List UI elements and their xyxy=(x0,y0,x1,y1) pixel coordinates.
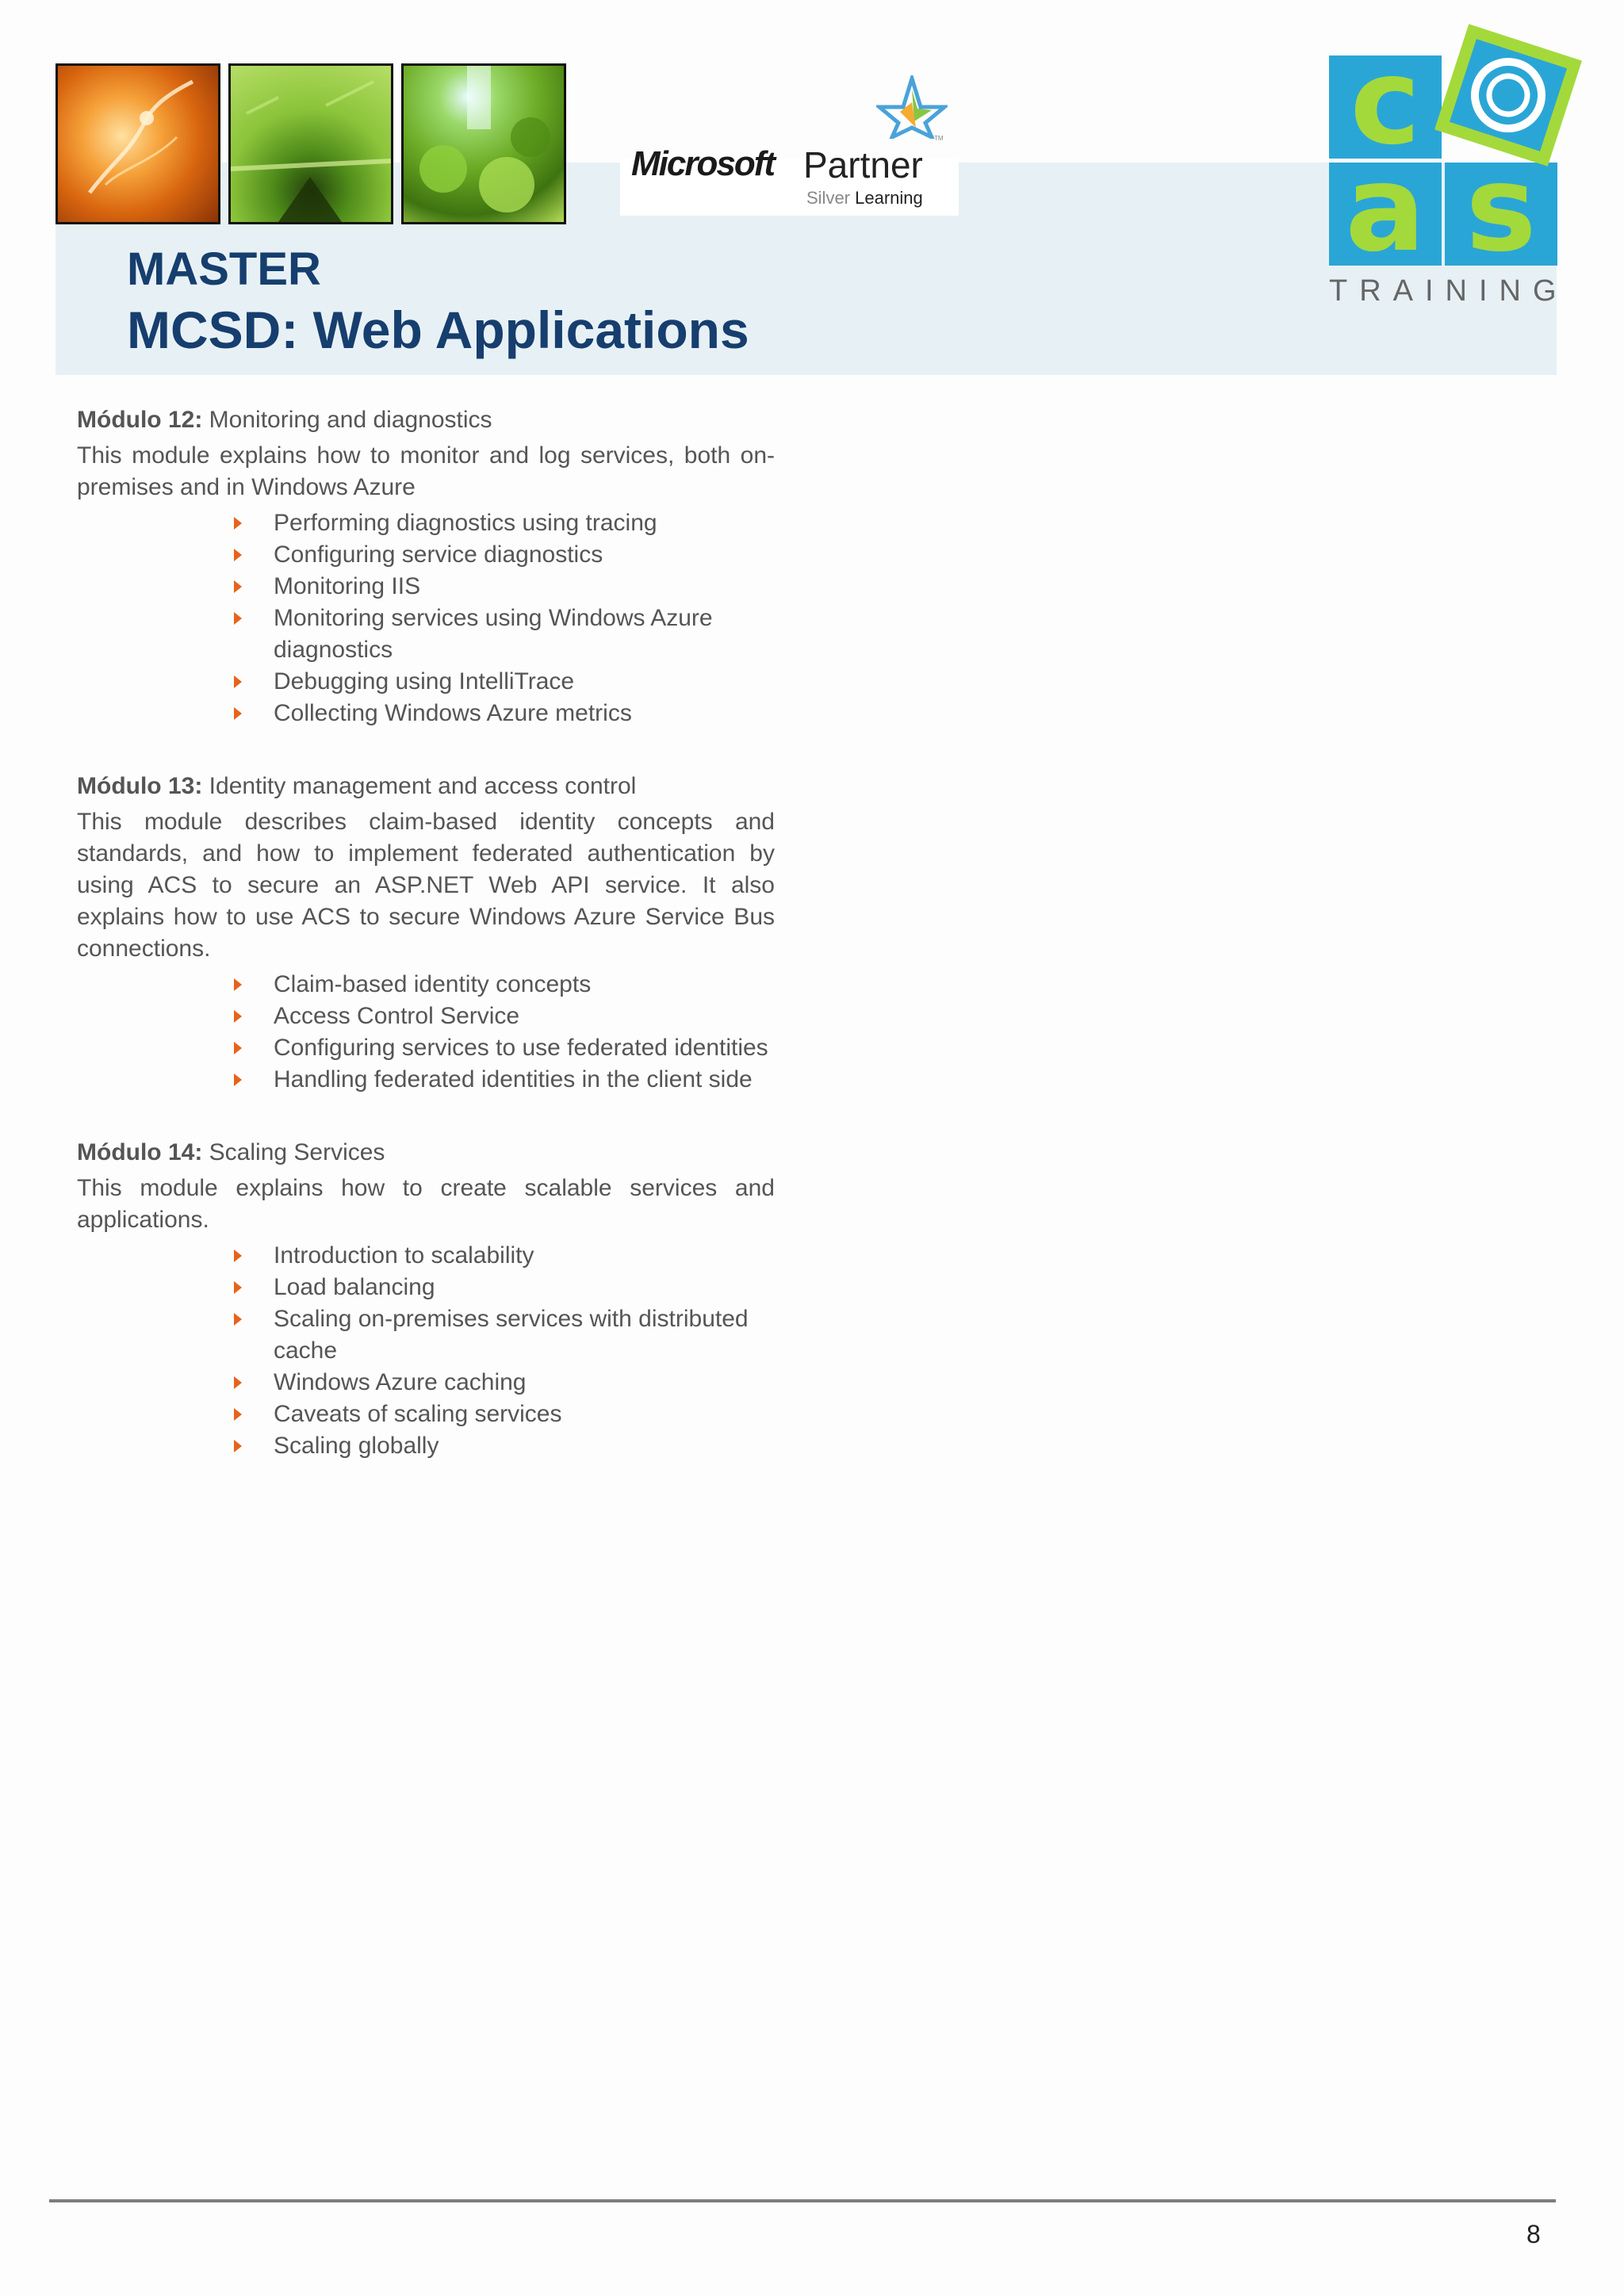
topic-item xyxy=(274,1272,775,1303)
topic-text: Introduction to scalability xyxy=(274,1242,534,1269)
module-name: Identity management and access control xyxy=(209,773,637,799)
topic-text: Configuring services to use federated identities xyxy=(274,1035,768,1061)
topic-text: Access Control Service xyxy=(274,1003,520,1029)
topic-item xyxy=(274,1399,775,1430)
module-heading xyxy=(77,771,775,802)
leaves-graphic xyxy=(404,66,564,222)
module-label: Módulo 14: xyxy=(77,1139,203,1165)
topic-item xyxy=(274,1430,775,1462)
page-number: 8 xyxy=(1526,2220,1541,2248)
bullet-arrow-icon xyxy=(234,549,242,561)
partner-text: Partner xyxy=(803,144,923,186)
bullet-arrow-icon xyxy=(234,1440,242,1452)
bullet-arrow-icon xyxy=(234,1010,242,1023)
tier-label: Silver xyxy=(806,188,851,208)
topic-list xyxy=(77,1240,775,1462)
topic-item xyxy=(274,1001,775,1032)
dancer-figure-graphic xyxy=(58,66,218,222)
bullet-arrow-icon xyxy=(234,1073,242,1086)
bullet-arrow-icon xyxy=(234,675,242,688)
module-description: This module describes claim-based identity concepts and standards, and how to implement federated authentication by using ACS to secure an ASP.NET Web API service. It also explains how to use ACS to secure Windows Azure Service Bus connections. xyxy=(77,809,775,962)
cas-letter-a: a xyxy=(1345,140,1426,278)
module-section xyxy=(77,771,775,1096)
bullet-arrow-icon xyxy=(234,1042,242,1054)
topic-text: Performing diagnostics using tracing xyxy=(274,510,657,536)
topic-text: Configuring service diagnostics xyxy=(274,541,603,568)
cas-letter-s: s xyxy=(1465,140,1537,278)
green-grass-photo xyxy=(228,63,393,224)
topic-text: Scaling globally xyxy=(274,1433,439,1459)
module-description: This module explains how to create scalable services and applications. xyxy=(77,1175,775,1233)
topic-item xyxy=(274,603,775,666)
topic-item xyxy=(274,698,775,729)
orange-figure-photo xyxy=(56,63,220,224)
module-heading xyxy=(77,1137,775,1169)
topic-item xyxy=(274,1032,775,1064)
topic-list xyxy=(77,507,775,729)
grass-blades-graphic xyxy=(231,66,391,222)
bullet-arrow-icon xyxy=(234,580,242,593)
microsoft-brand-text: Microsoft xyxy=(631,144,774,183)
topic-text: Claim-based identity concepts xyxy=(274,971,592,997)
topic-item xyxy=(274,1240,775,1272)
bullet-arrow-icon xyxy=(234,612,242,625)
topic-text: Collecting Windows Azure metrics xyxy=(274,700,632,726)
bullet-arrow-icon xyxy=(234,707,242,720)
topic-text: Monitoring services using Windows Azure diagnostics xyxy=(274,605,713,663)
topic-list xyxy=(77,969,775,1096)
module-list xyxy=(77,404,775,1503)
bullet-arrow-icon xyxy=(234,517,242,530)
topic-text: Load balancing xyxy=(274,1274,435,1300)
topic-item xyxy=(274,666,775,698)
cas-training-logo xyxy=(1326,24,1592,309)
cas-training-tagline: TRAINING xyxy=(1329,274,1568,308)
microsoft-partner-star-icon xyxy=(876,75,948,139)
topic-text: Debugging using IntelliTrace xyxy=(274,668,575,695)
bullet-arrow-icon xyxy=(234,1281,242,1294)
module-section xyxy=(77,1137,775,1462)
topic-item xyxy=(274,571,775,603)
topic-text: Windows Azure caching xyxy=(274,1369,527,1395)
topic-text: Monitoring IIS xyxy=(274,573,421,599)
ms-trademark: TM xyxy=(934,135,944,142)
module-description: This module explains how to monitor and log services, both on-premises and in Windows Azure xyxy=(77,442,775,500)
bullet-arrow-icon xyxy=(234,978,242,991)
module-heading xyxy=(77,404,775,436)
bullet-arrow-icon xyxy=(234,1376,242,1389)
topic-item xyxy=(274,1064,775,1096)
page-title-line2: MCSD: Web Applications xyxy=(127,300,749,359)
tier-suffix: Learning xyxy=(855,188,923,208)
cas-letter-c: c xyxy=(1350,33,1421,171)
green-leaves-photo xyxy=(401,63,566,224)
bullet-arrow-icon xyxy=(234,1408,242,1421)
module-label: Módulo 13: xyxy=(77,773,203,799)
topic-text: Caveats of scaling services xyxy=(274,1401,562,1427)
bullet-arrow-icon xyxy=(234,1249,242,1262)
module-section xyxy=(77,404,775,729)
topic-item xyxy=(274,539,775,571)
topic-item xyxy=(274,969,775,1001)
topic-item xyxy=(274,507,775,539)
topic-item xyxy=(274,1367,775,1399)
topic-text: Handling federated identities in the client side xyxy=(274,1066,753,1093)
module-name: Scaling Services xyxy=(209,1139,385,1165)
topic-text: Scaling on-premises services with distributed cache xyxy=(274,1306,749,1364)
partner-tier xyxy=(806,188,923,209)
topic-item xyxy=(274,1303,775,1367)
bullet-arrow-icon xyxy=(234,1313,242,1326)
module-name: Monitoring and diagnostics xyxy=(209,407,492,433)
footer-divider xyxy=(49,2199,1556,2202)
page-title-line1: MASTER xyxy=(127,243,321,295)
module-label: Módulo 12: xyxy=(77,407,203,433)
